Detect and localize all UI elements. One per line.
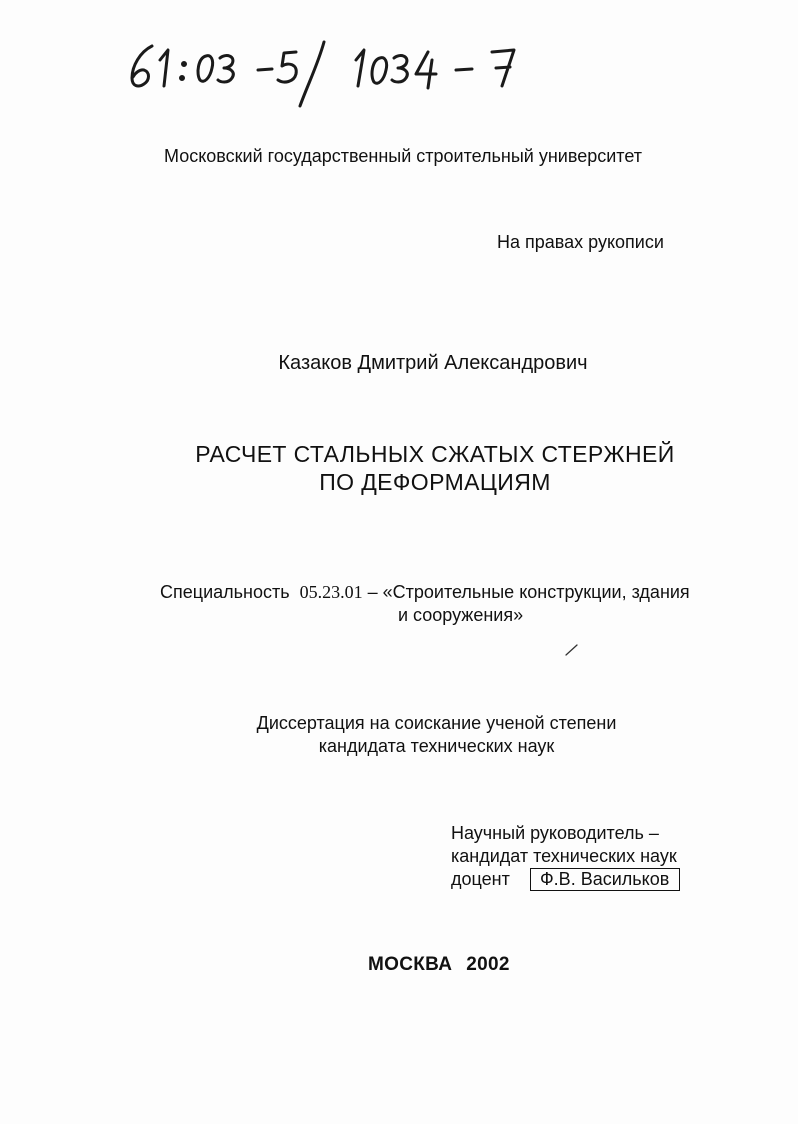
speciality-prefix: Специальность	[160, 582, 290, 602]
pen-mark-icon	[562, 640, 582, 660]
dissertation-title	[0, 440, 798, 496]
university-name: Московский государственный строительный университет	[164, 146, 642, 166]
supervisor-line-1: Научный руководитель –	[451, 823, 659, 843]
supervisor-rank: доцент	[451, 869, 510, 889]
city-year	[368, 954, 510, 976]
supervisor-block	[451, 822, 680, 891]
speciality-text-line-1: – «Строительные конструкции, здания	[367, 582, 690, 602]
speciality-text-line-2: и сооружения»	[398, 605, 524, 625]
handwritten-catalog-number	[118, 36, 538, 112]
dissertation-degree	[0, 712, 798, 758]
city: МОСКВА	[368, 954, 453, 975]
supervisor-line-2: кандидат технических наук	[451, 846, 677, 866]
author-name: Казаков Дмитрий Александрович	[278, 352, 588, 374]
dissertation-line-1: Диссертация на соискание ученой степени	[256, 713, 617, 733]
title-line-1: РАСЧЕТ СТАЛЬНЫХ СЖАТЫХ СТЕРЖНЕЙ	[195, 441, 675, 467]
manuscript-rights-label: На правах рукописи	[497, 232, 664, 252]
year: 2002	[466, 954, 510, 975]
title-line-2: ПО ДЕФОРМАЦИЯМ	[319, 469, 551, 495]
speciality-code: 05.23.01	[299, 582, 363, 602]
dissertation-line-2: кандидата технических наук	[318, 736, 555, 756]
speciality-block	[160, 581, 690, 627]
supervisor-name: Ф.В. Васильков	[530, 868, 680, 891]
